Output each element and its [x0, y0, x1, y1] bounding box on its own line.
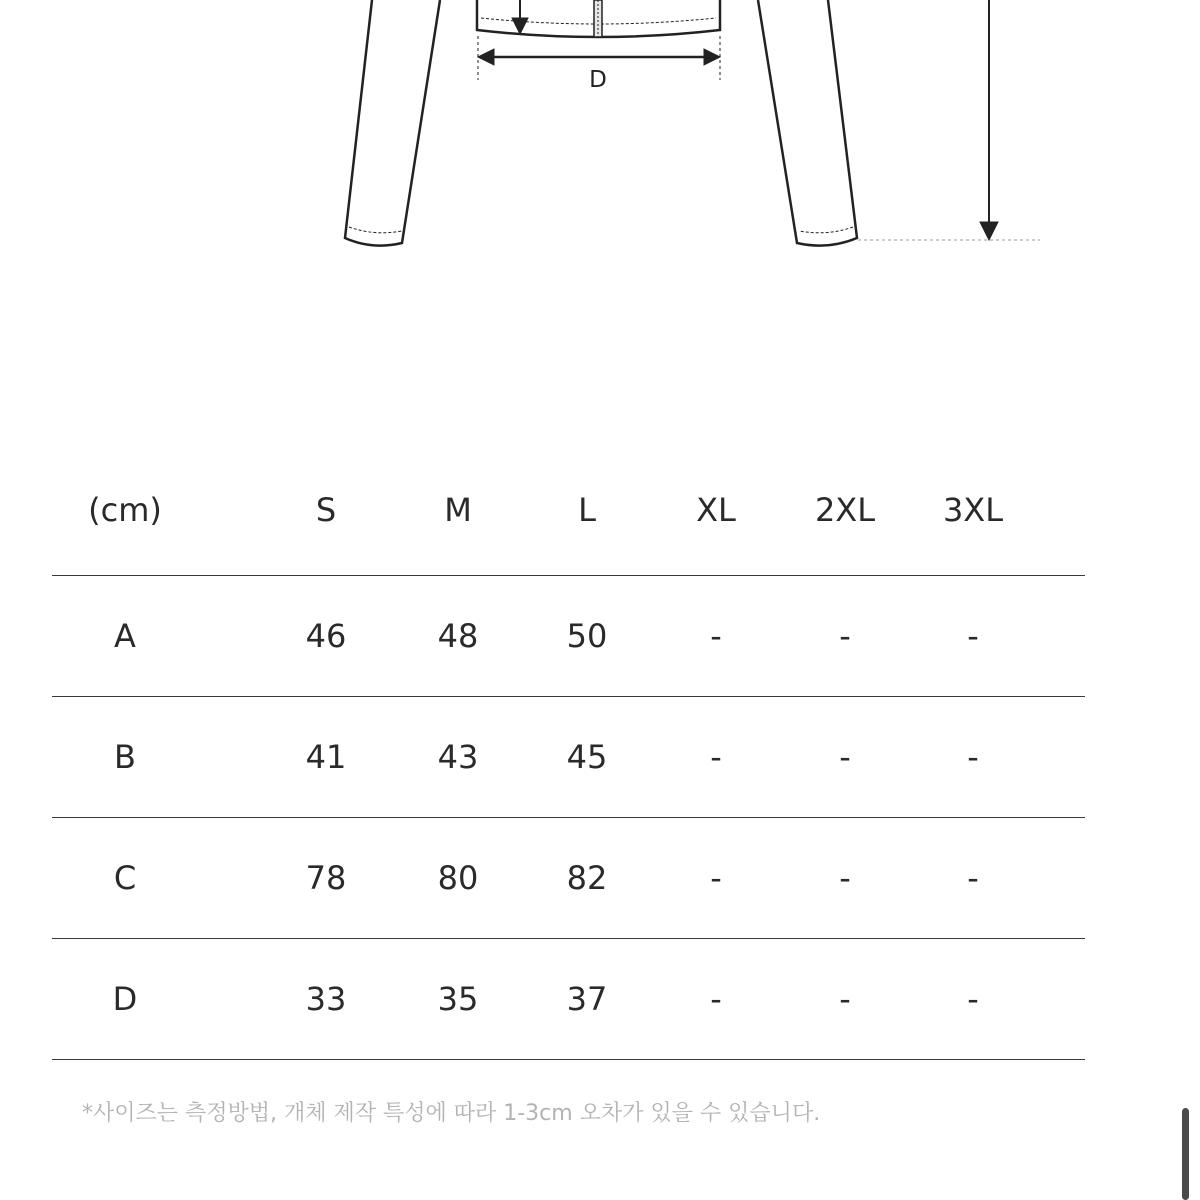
table-cell: -	[710, 980, 722, 1018]
table-row	[52, 817, 1085, 938]
table-cell: -	[839, 738, 851, 776]
row-label: D	[112, 980, 138, 1018]
right-sleeve	[758, 0, 857, 246]
table-cell: 33	[305, 980, 347, 1018]
garment-diagram	[0, 0, 1200, 300]
size-disclaimer-note: *사이즈는 측정방법, 개체 제작 특성에 따라 1-3cm 오차가 있을 수 있습니다.	[82, 1101, 821, 1126]
unit-label: (cm)	[88, 490, 162, 529]
table-cell: -	[710, 617, 722, 655]
size-header: XL	[696, 490, 736, 529]
left-sleeve	[345, 0, 440, 246]
table-cell: -	[839, 617, 851, 655]
table-cell: 50	[566, 617, 608, 655]
table-header-row	[52, 460, 1085, 575]
table-cell: 43	[437, 738, 479, 776]
table-cell: -	[967, 980, 979, 1018]
table-cell: 45	[566, 738, 608, 776]
table-cell: 46	[305, 617, 347, 655]
size-header: S	[315, 490, 337, 529]
row-label: A	[114, 617, 136, 655]
row-label: C	[113, 859, 137, 897]
table-row	[52, 575, 1085, 696]
table-cell: -	[967, 617, 979, 655]
table-cell: 41	[305, 738, 347, 776]
table-cell: -	[967, 859, 979, 897]
table-row	[52, 696, 1085, 817]
size-table	[52, 460, 1085, 1060]
measure-d-label: D	[589, 67, 607, 93]
table-cell: 37	[566, 980, 608, 1018]
table-cell: -	[710, 738, 722, 776]
table-cell: 82	[566, 859, 608, 897]
table-cell: 48	[437, 617, 479, 655]
size-header: 2XL	[814, 490, 876, 529]
size-header: 3XL	[942, 490, 1004, 529]
table-cell: 35	[437, 980, 479, 1018]
table-cell: -	[839, 859, 851, 897]
size-header: L	[578, 490, 596, 529]
table-cell: 78	[305, 859, 347, 897]
table-cell: -	[710, 859, 722, 897]
row-label: B	[114, 738, 136, 776]
table-cell: 80	[437, 859, 479, 897]
scrollbar-thumb[interactable]	[1182, 1108, 1189, 1200]
table-cell: -	[839, 980, 851, 1018]
measure-c-line	[858, 0, 1040, 240]
measure-arrow-vertical	[512, 0, 528, 34]
table-cell: -	[967, 738, 979, 776]
size-header: M	[444, 490, 472, 529]
table-row	[52, 938, 1085, 1060]
